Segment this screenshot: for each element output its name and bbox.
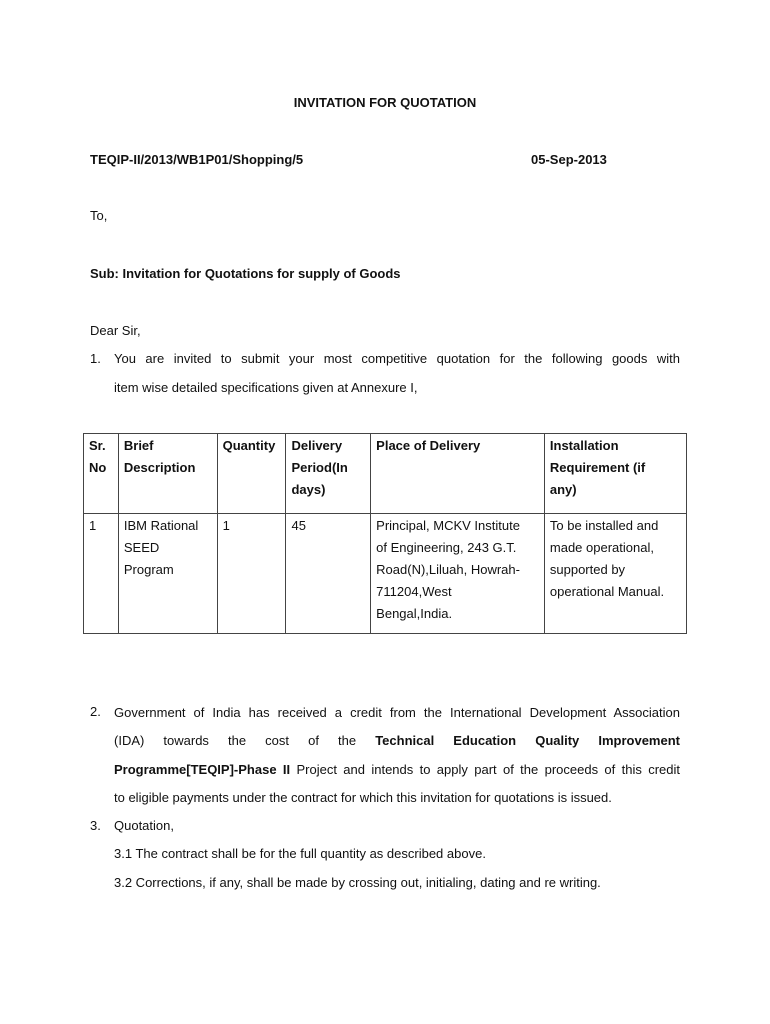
header-quantity: Quantity <box>222 438 276 453</box>
salutation: Dear Sir, <box>90 323 141 338</box>
item-1-line-2: item wise detailed specifications given at Annexure I, <box>114 380 418 395</box>
header-brief-description: Brief Description <box>123 438 196 475</box>
item-2-line-2-text: (IDA) towards the cost of the <box>114 733 357 748</box>
table-header-row <box>84 434 687 514</box>
item-2-line-3-bold: Programme[TEQIP]-Phase II <box>114 762 291 777</box>
item-2-line-2-bold: Technical Education Quality Improvement <box>375 733 680 748</box>
document-title: INVITATION FOR QUOTATION <box>293 95 477 110</box>
subject-line: Sub: Invitation for Quotations for supply of Goods <box>90 266 401 281</box>
header-sr-no: Sr. No <box>89 438 107 475</box>
item-1-number: 1. <box>90 351 101 366</box>
item-2-line-4: to eligible payments under the contract for which this invitation for quotations is issued. <box>114 790 612 805</box>
item-3-heading: Quotation, <box>114 818 174 833</box>
item-2-line-2 <box>114 732 680 750</box>
document-date: 05-Sep-2013 <box>531 152 607 167</box>
item-2-line-3-text: Project and intends to apply part of the proceeds of this credit <box>296 762 680 777</box>
cell-installation-requirement: To be installed and made operational, supported by operational Manual. <box>549 518 665 599</box>
item-2-line-1: Government of India has received a credit from the International Development Association <box>114 705 680 720</box>
item-3-1: 3.1 The contract shall be for the full quantity as described above. <box>114 846 486 861</box>
item-3-2: 3.2 Corrections, if any, shall be made by crossing out, initialing, dating and re writing. <box>114 875 601 890</box>
cell-quantity: 1 <box>222 518 230 533</box>
header-delivery-period: Delivery Period(In days) <box>291 438 348 497</box>
reference-number: TEQIP-II/2013/WB1P01/Shopping/5 <box>90 152 304 167</box>
cell-sr-no: 1 <box>89 518 97 533</box>
item-2-number: 2. <box>90 704 101 719</box>
cell-delivery-period: 45 <box>291 518 306 533</box>
item-2-line-3 <box>114 761 680 779</box>
header-installation-requirement: Installation Requirement (if any) <box>549 438 646 497</box>
item-1-line-1: You are invited to submit your most competitive quotation for the following goods with <box>114 351 680 366</box>
cell-brief-description: IBM Rational SEED Program <box>123 518 199 577</box>
goods-specification-table <box>83 433 687 634</box>
table-row <box>84 514 687 634</box>
cell-place-of-delivery: Principal, MCKV Institute of Engineering, 243 G.T. Road(N),Liluah, Howrah- 711204,West Bengal,India. <box>376 518 520 621</box>
item-3-number: 3. <box>90 818 101 833</box>
addressee-line: To, <box>90 208 108 223</box>
header-place-of-delivery: Place of Delivery <box>376 438 481 453</box>
